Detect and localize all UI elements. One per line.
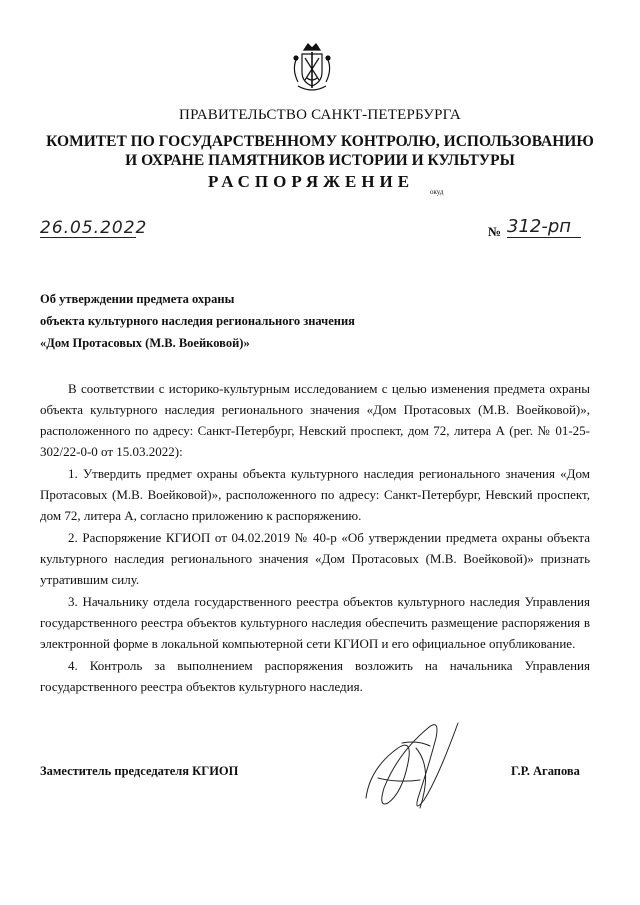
committee-name bbox=[0, 132, 640, 170]
document-date: 26.05.2022 bbox=[40, 218, 148, 238]
document-subject bbox=[40, 288, 460, 354]
document-number: 312-рп bbox=[507, 217, 581, 238]
subject-line-3: «Дом Протасовых (М.В. Воейковой)» bbox=[40, 336, 250, 350]
subject-line-1: Об утверждении предмета охраны bbox=[40, 292, 235, 306]
signatory-name: Г.Р. Агапова bbox=[511, 764, 580, 778]
clause-3: 3. Начальнику отдела государственного реестра объектов культурного наследия Управления государственного реестра объектов культурного наследия обеспечить размещение распоряжения в электронной форме в локальной компьютерной сети КГИОП и его официальное опубликование. bbox=[40, 594, 590, 651]
clause-4: 4. Контроль за выполнением распоряжения возложить на начальника Управления государственного реестра объектов культурного наследия. bbox=[40, 658, 590, 694]
handwritten-signature bbox=[358, 708, 478, 828]
document-type: РАСПОРЯЖЕНИЕ bbox=[208, 172, 415, 191]
subject-line-2: объекта культурного наследия регионального значения bbox=[40, 314, 355, 328]
signatory-position: Заместитель председателя КГИОП bbox=[40, 764, 239, 778]
government-name: ПРАВИТЕЛЬСТВО САНКТ-ПЕТЕРБУРГА bbox=[179, 107, 461, 123]
okud-label: окуд bbox=[430, 188, 444, 196]
document-body bbox=[40, 378, 590, 697]
coat-of-arms-icon bbox=[284, 40, 340, 96]
clause-1: 1. Утвердить предмет охраны объекта культурного наследия регионального значения «Дом Протасовых (М.В. Воейковой)», расположенного по адресу: Санкт-Петербург, Невский проспект, дом 72, литера А, согласно приложению к распоряжению. bbox=[40, 466, 590, 523]
committee-line-2: И ОХРАНЕ ПАМЯТНИКОВ ИСТОРИИ И КУЛЬТУРЫ bbox=[125, 152, 515, 169]
committee-line-1: КОМИТЕТ ПО ГОСУДАРСТВЕННОМУ КОНТРОЛЮ, ИСПОЛЬЗОВАНИЮ bbox=[46, 133, 594, 150]
clause-2: 2. Распоряжение КГИОП от 04.02.2019 № 40-р «Об утверждении предмета охраны объекта культурного наследия регионального значения «Дом Протасовых (М.В. Воейковой)» признать утратившим силу. bbox=[40, 530, 590, 587]
number-mark: № bbox=[488, 224, 502, 239]
intro-paragraph: В соответствии с историко-культурным исследованием с целью изменения предмета охраны объекта культурного наследия регионального значения «Дом Протасовых (М.В. Воейковой)», расположенного по адресу: Санкт-Петербург, Невский проспект, дом 72, литера А (рег. № 01-25-302/22-0-0 от 15.03.2022): bbox=[40, 381, 590, 459]
